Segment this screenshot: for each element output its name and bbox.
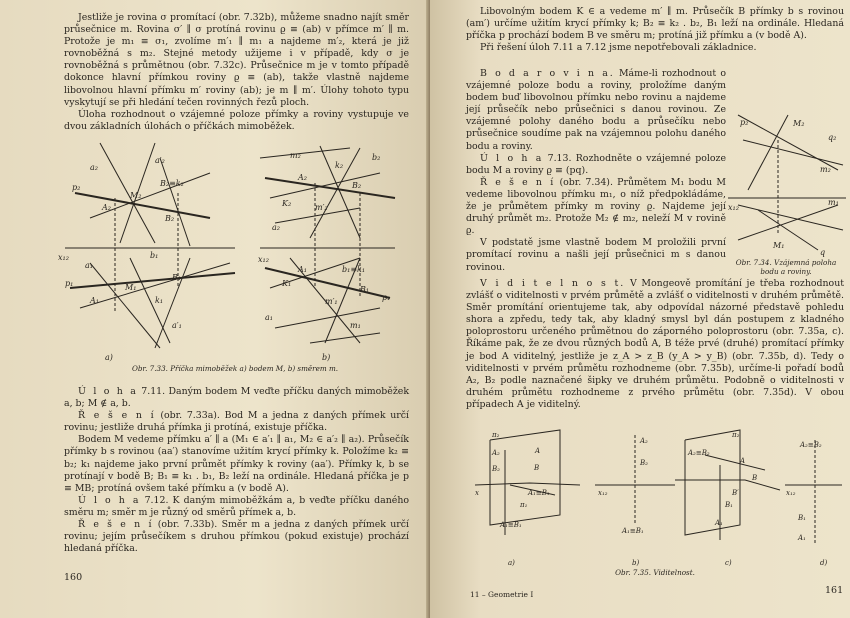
paragraph: Jestliže je rovina σ promítací (obr. 7.32b), můžeme snadno najít směr průsečnice m. Rovina σ′ ∥ σ protíná rovinu ϱ ≡ (ab) v přímce m′ ∥ m. Protože je m₁ ≡ σ₁, zvolíme m′₁ ∥ m₁ a najdeme m′₂, která je již rovnoběžná s m₂. Stejné metody užijeme i v případě, kdy σ je rovnoběžná s průmětnou (obr. 7.32c). Průsečnice m je v tomto případě dokonce hlavní přímkou roviny ϱ ≡ (ab), takže vlastně najdeme libovolnou hlavní přímku m′ roviny (ab); je m ∥ m′. Úlohy tohoto typu vyskytují se při hledání tečen rovinných řezů ploch. (64, 12, 409, 108)
left-task-text (64, 386, 409, 555)
svg-text:a₁: a₁ (85, 261, 93, 270)
paragraph: Bodem M vedeme přímku a′ ∥ a (M₁ ∈ a′₁ ∥ a₁, M₂ ∈ a′₂ ∥ a₂). Průsečík přímky b s rovinou (aa′) stanovíme užitím krycí přímky k. Položíme k₂ ≡ b₂; k₁ najdeme jako první průmět přímky k roviny (aa′). Přímky k, b se protínají v bodě B; B₁ ≡ k₁ . b₁, B₂ leží na ordinále. Hledaná příčka je p ≡ MB; protíná ovšem také přímku a (v bodě A). (64, 434, 409, 494)
svg-text:x₁₂: x₁₂ (58, 253, 69, 262)
task-text: 7.13. Rozhodněte o vzájemné poloze bodu M a roviny ϱ ≡ (pq). (466, 152, 727, 176)
page-number: 161 (825, 585, 844, 596)
svg-text:m′₂: m′₂ (315, 203, 328, 212)
line-m1-prime (275, 308, 380, 328)
svg-text:x₁₂: x₁₂ (258, 255, 269, 264)
figure-caption: Obr. 7.34. Vzájemná poloha bodu a roviny. (735, 258, 837, 276)
line-k2 (160, 158, 190, 246)
svg-text:k₂: k₂ (335, 161, 344, 170)
ground-plane (475, 483, 580, 485)
svg-text:A₂≡B₂: A₂≡B₂ (800, 441, 822, 449)
svg-text:a₁: a₁ (265, 313, 273, 322)
figure-7-35 (470, 425, 845, 573)
svg-text:M₂: M₂ (793, 119, 805, 128)
paragraph: Úloha rozhodnout o vzájemné poloze přímky a roviny vystupuje ve dvou základních úlohách o příčkách mimoběžek. (64, 108, 409, 132)
svg-text:A₂: A₂ (102, 203, 111, 212)
svg-text:π₁: π₁ (520, 501, 528, 509)
svg-text:A₁: A₁ (90, 296, 99, 305)
svg-text:b₁: b₁ (150, 251, 159, 260)
line-k2-b (270, 173, 380, 198)
solution-heading: Ř e š e n í (78, 519, 154, 531)
svg-text:π₂: π₂ (732, 431, 740, 439)
right-column-text (466, 68, 726, 274)
svg-text:B₁: B₁ (798, 514, 806, 522)
svg-text:p₂: p₂ (740, 118, 749, 127)
svg-text:k₁: k₁ (155, 296, 164, 305)
sub-label-d: d) (820, 559, 828, 567)
right-page (430, 0, 850, 618)
svg-text:K₁: K₁ (282, 279, 292, 288)
svg-text:B₁: B₁ (725, 501, 733, 509)
paragraph: V Mongeově promítání je třeba rozhodnout zvlášť o viditelnosti v prvém průmětě a zvlášť o viditelnosti v druhém průmětě. Směr promítání orientujeme tak, aby odpovídal názorné představě pohledu shora a zpředu, tedy tak, aby kladný smysl byl dán postupem z kladného poloprostoru určeného průmětnou do záporného poloprostoru (obr. 7.35a, c). Říkáme pak, že ze dvou různých bodů A, B téže prvé (druhé) promítací přímky je bod A viditelný, jestliže je z_A > z_B (y_A > y_B) (obr. 7.35b, d). Tedy o viditelnosti v prvém průmětu rozhodneme (obr. 7.35b), určíme-li pořadí bodů A₂, B₂ podle naznačené šipky ve druhém průmětu. Podobně o viditelnosti v druhém průmětu rozhodneme z prvého průmětu (obr. 7.35d). V obou případech A je viditelný. (466, 278, 845, 410)
figure-7-34 (728, 110, 848, 260)
svg-text:A₂: A₂ (298, 173, 307, 182)
svg-text:m₁: m₁ (828, 198, 839, 207)
line-a2 (100, 143, 155, 243)
plane-outline (685, 430, 740, 535)
svg-text:m₁: m₁ (350, 321, 361, 330)
svg-text:A: A (740, 457, 746, 465)
svg-text:p₂: p₂ (72, 183, 81, 192)
ground-plane (675, 480, 780, 490)
svg-text:q₂: q₂ (828, 133, 837, 142)
svg-text:A₂: A₂ (492, 449, 500, 457)
sub-label-a: a) (105, 353, 113, 362)
svg-text:b₁≡k₁: b₁≡k₁ (342, 265, 366, 274)
line-q2 (748, 115, 788, 190)
line-m1 (738, 205, 838, 240)
section-heading: V i d i t e l n o s t. (480, 278, 626, 289)
line-m1 (310, 333, 380, 343)
svg-text:A₂≡B₂: A₂≡B₂ (688, 449, 710, 457)
figure-7-33 (60, 138, 400, 363)
figure-caption: Obr. 7.35. Viditelnost. (615, 568, 695, 577)
sub-label-b: b) (322, 353, 331, 362)
svg-text:M₁: M₁ (125, 283, 137, 292)
svg-text:B: B (752, 474, 758, 482)
svg-text:A₁: A₁ (298, 265, 307, 274)
line-m2 (260, 148, 350, 158)
solution-text: (obr. 7.33b). Směr m a jedna z daných přímek určí rovinu; jejím průsečíkem s druhou přímkou (pokud existuje) prochází hledaná příčka. (64, 519, 410, 555)
visibility-text (466, 278, 844, 411)
svg-text:B₂: B₂ (165, 214, 175, 223)
task-heading: Ú l o h a (78, 386, 138, 397)
svg-text:B₂: B₂ (352, 181, 362, 190)
paragraph: V podstatě jsme vlastně bodem M proložili první promítací rovinu a našli její průsečnici m s danou rovinou. (466, 237, 726, 273)
svg-text:B₁: B₁ (360, 285, 370, 294)
svg-text:a₂: a₂ (90, 163, 98, 172)
svg-text:A₁: A₁ (798, 534, 806, 542)
paragraph: Libovolným bodem K ∈ a vedeme m′ ∥ m. Průsečík B přímky b s rovinou (am′) určíme užitím krycí přímky k; B₂ ≡ k₂ . b₂, B₁ leží na ordinále. Hledaná příčka p prochází bodem B ve směru m; protíná již přímku a (v bodě A). (466, 6, 844, 42)
task-text: 7.11. Daným bodem M veďte příčku daných mimoběžek a, b; M ∉ a, b. (64, 386, 410, 410)
svg-text:p₁: p₁ (382, 293, 391, 302)
svg-text:x₁₂: x₁₂ (786, 489, 796, 497)
svg-text:B₁: B₁ (172, 273, 182, 282)
svg-text:A₁: A₁ (715, 519, 723, 527)
svg-text:B′: B′ (732, 489, 739, 497)
svg-text:b₂: b₂ (372, 153, 381, 162)
svg-text:p₁: p₁ (65, 279, 74, 288)
task-heading: Ú l o h a (480, 152, 544, 164)
solution-heading: Ř e š e n í (78, 410, 156, 422)
page-footer: 11 – Geometrie I (470, 590, 534, 599)
plane-outline (490, 430, 560, 525)
line-m2 (743, 140, 843, 165)
ray (705, 455, 765, 470)
svg-text:q: q (820, 248, 826, 257)
sub-label-c: c) (725, 559, 732, 567)
task-heading: Ú l o h a (78, 494, 141, 506)
svg-text:B₂: B₂ (640, 459, 648, 467)
svg-text:a₂: a₂ (272, 223, 280, 232)
svg-text:M₂: M₂ (130, 191, 142, 200)
left-intro-text (64, 12, 409, 133)
svg-text:x₁₂: x₁₂ (728, 203, 739, 212)
solution-heading: Ř e š e n í (480, 176, 556, 188)
section-heading: B o d a r o v i n a. (480, 68, 615, 79)
sub-label-b: b) (632, 559, 640, 567)
figure-caption: Obr. 7.33. Příčka mimoběžek a) bodem M, b) směrem m. (131, 364, 339, 373)
svg-text:x: x (475, 489, 479, 497)
svg-text:A₁≡B₁: A₁≡B₁ (528, 489, 550, 497)
line-a1 (90, 263, 160, 348)
svg-text:a′₂: a′₂ (155, 156, 165, 165)
svg-text:A₁≡B₁: A₁≡B₁ (500, 521, 522, 529)
svg-text:x₁₂: x₁₂ (598, 489, 608, 497)
svg-text:m₂: m₂ (820, 165, 831, 174)
solution-text: (obr. 7.33a). Bod M a jedna z daných přímek určí rovinu; jestliže druhá přímka ji protíná, existuje příčka. (64, 410, 410, 434)
sub-label-a: a) (508, 559, 515, 567)
paragraph: Při řešení úloh 7.11 a 7.12 jsme nepotřebovali základnice. (480, 42, 757, 54)
svg-text:π₂: π₂ (492, 431, 500, 439)
svg-text:A₁≡B₁: A₁≡B₁ (622, 527, 644, 535)
svg-text:B: B (534, 464, 540, 472)
line-p2 (75, 193, 210, 218)
right-intro-text (466, 6, 844, 54)
svg-text:A: A (535, 447, 541, 455)
svg-text:A₂: A₂ (640, 437, 648, 445)
solution-text: (obr. 7.34). Průmětem M₁ bodu M vedeme libovolnou přímku m₁, o níž předpokládáme, že je průmětem přímky m roviny ϱ. Najdeme její druhý průmět m₂. Protože M₂ ∉ m₂, neleží M v rovině ϱ. (466, 176, 727, 237)
task-text: 7.12. K daným mimoběžkám a, b veďte příčku daného směru m; směr m je různý od směrů přímek a, b. (64, 494, 410, 518)
svg-text:K₂: K₂ (282, 199, 292, 208)
svg-text:M₁: M₁ (773, 241, 785, 250)
line-k1 (130, 258, 170, 343)
svg-text:B₂≡k₂: B₂≡k₂ (160, 179, 184, 188)
svg-text:m₂: m₂ (290, 151, 301, 160)
page-number: 160 (64, 572, 83, 583)
svg-text:a′₁: a′₁ (172, 321, 182, 330)
svg-text:m′₁: m′₁ (325, 297, 338, 306)
svg-text:B₂: B₂ (492, 465, 500, 473)
paragraph: Máme-li rozhodnout o vzájemné poloze bodu a roviny, proložíme daným bodem buď libovolnou přímku nebo rovinu a najdeme její průsečík nebo průsečnici s danou rovinou. Ze vzájemné polohy daného bodu a průsečíku nebo průsečnice soudíme pak na vzájemnou polohu daného bodu a roviny. (466, 68, 726, 152)
